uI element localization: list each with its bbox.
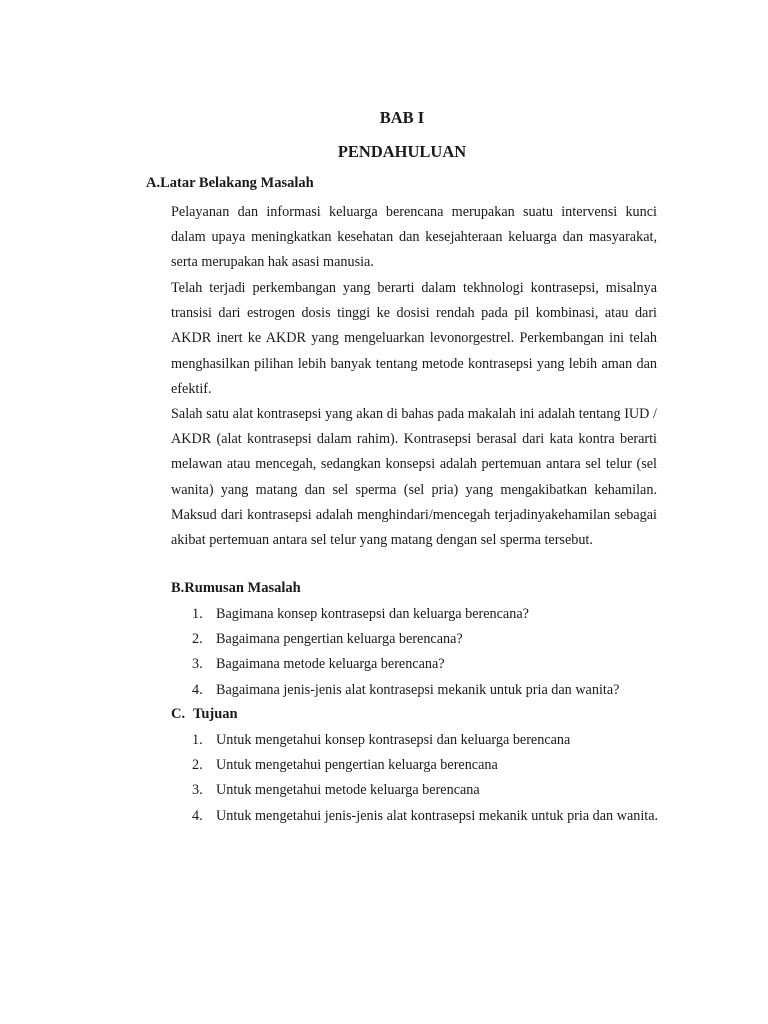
paragraph: Salah satu alat kontrasepsi yang akan di bahas pada makalah ini adalah tentang IUD / AKDR (alat kontrasepsi dalam rahim). Kontrasepsi berasal dari kata kontra berarti melawan atau mencegah, sedangkan konsepsi adalah pertemuan antara sel telur (sel wanita) yang matang dan sel sperma (sel pria) yang mengakibatkan kehamilan. Maksud dari kontrasepsi adalah menghindari/mencegah terjadinyakehamilan sebagai akibat pertemuan antara sel telur yang matang dengan sel sperma tersebut. [171, 406, 657, 549]
chapter-number: BAB I [379, 108, 425, 127]
paragraph: Pelayanan dan informasi keluarga berencana merupakan suatu intervensi kunci dalam upaya meningkatkan kesehatan dan kesejahteraan keluarga dan masyarakat, serta merupakan hak asasi manusia. [171, 204, 657, 271]
section-c-heading [171, 706, 238, 723]
list-item [171, 678, 661, 703]
list-number: 3. [192, 656, 203, 673]
chapter-title: PENDAHULUAN [337, 142, 467, 161]
section-a-heading: A.Latar Belakang Masalah [146, 175, 314, 191]
section-c-title: Tujuan [193, 706, 238, 722]
objective-list [171, 728, 661, 829]
list-number: 2. [192, 631, 203, 648]
list-number: 1. [192, 732, 203, 748]
list-item [171, 652, 661, 677]
paragraph: Telah terjadi perkembangan yang berarti dalam tekhnologi kontrasepsi, misalnya transisi dari estrogen dosis tinggi ke dosisi rendah pada pil kombinasi, atau dari AKDR inert ke AKDR yang mengeluarkan levonorgestrel. Perkembangan ini telah menghasilkan pilihan lebih banyak tentang metode kontrasepsi yang lebih aman dan efektif. [171, 280, 657, 397]
problem-list [171, 602, 661, 703]
list-item-text: Bagaimana pengertian keluarga berencana? [216, 631, 463, 648]
section-c-letter: C. [171, 706, 186, 722]
list-item-text: Bagaimana jenis-jenis alat kontrasepsi mekanik untuk pria dan wanita? [216, 681, 620, 698]
list-item [171, 753, 661, 778]
list-item [171, 778, 661, 803]
list-number: 4. [192, 681, 203, 698]
list-item-text: Untuk mengetahui jenis-jenis alat kontrasepsi mekanik untuk pria dan wanita. [216, 807, 659, 824]
list-item [171, 627, 661, 652]
list-item-text: Untuk mengetahui pengertian keluarga berencana [216, 757, 498, 774]
list-item [171, 602, 661, 627]
list-item-text: Untuk mengetahui metode keluarga berencana [216, 782, 480, 799]
section-b-heading: B.Rumusan Masalah [171, 580, 301, 596]
list-item [171, 728, 661, 753]
list-item-text: Bagimana konsep kontrasepsi dan keluarga berencana? [216, 606, 529, 622]
list-item-text: Untuk mengetahui konsep kontrasepsi dan keluarga berencana [216, 732, 571, 748]
list-number: 4. [192, 807, 203, 824]
list-item [171, 804, 661, 829]
list-number: 1. [192, 606, 203, 622]
list-item-text: Bagaimana metode keluarga berencana? [216, 656, 445, 673]
list-number: 3. [192, 782, 203, 799]
list-number: 2. [192, 757, 203, 774]
